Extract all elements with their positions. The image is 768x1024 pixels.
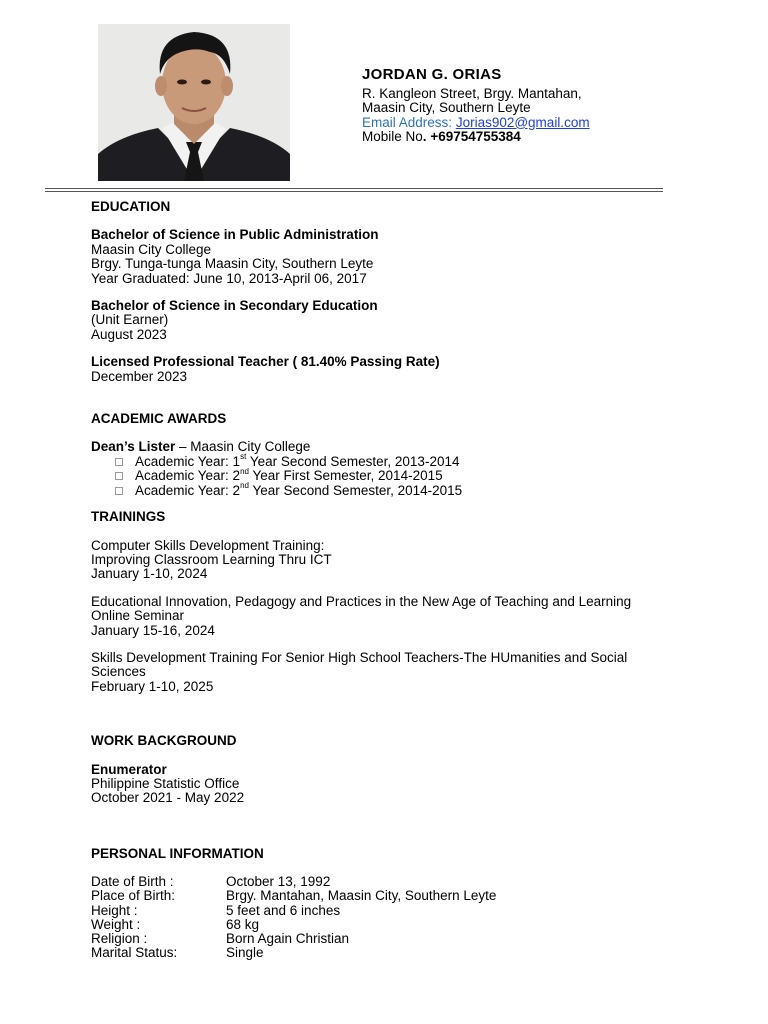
personal-info-row bbox=[91, 946, 741, 960]
awards-heading-title: Dean’s Lister bbox=[91, 439, 176, 455]
training-line: February 1-10, 2025 bbox=[91, 678, 214, 694]
training-entry bbox=[91, 539, 741, 582]
resume-body bbox=[91, 200, 741, 960]
training-line: January 1-10, 2024 bbox=[91, 566, 208, 582]
personal-info-label: Religion : bbox=[91, 931, 148, 946]
training-line: Online Seminar bbox=[91, 608, 185, 624]
education-degree: Bachelor of Science in Public Administration bbox=[91, 227, 379, 243]
personal-info-row bbox=[91, 889, 741, 903]
header-divider-top bbox=[45, 188, 663, 189]
training-line: Computer Skills Development Training: bbox=[91, 537, 325, 553]
trainings-title: TRAININGS bbox=[91, 509, 166, 525]
award-item bbox=[91, 466, 741, 484]
mobile-number: +69754755384 bbox=[430, 129, 521, 145]
mobile-row bbox=[362, 130, 590, 145]
work-title: WORK BACKGROUND bbox=[91, 733, 237, 749]
education-line: August 2023 bbox=[91, 326, 167, 342]
personal-info-value: 68 kg bbox=[226, 916, 260, 932]
award-ordinal: st bbox=[240, 452, 247, 462]
awards-heading-school: – Maasin City College bbox=[175, 439, 311, 455]
personal-info-label: Height : bbox=[91, 902, 138, 918]
award-ordinal: nd bbox=[240, 466, 249, 476]
education-entry bbox=[91, 355, 741, 384]
checkbox-bullet-icon bbox=[115, 487, 123, 495]
work-period: October 2021 - May 2022 bbox=[91, 790, 245, 806]
work-position: Enumerator bbox=[91, 761, 167, 777]
award-item bbox=[91, 481, 741, 498]
mobile-label-dot: . bbox=[422, 129, 427, 145]
training-line: Sciences bbox=[91, 664, 146, 680]
personal-info-row bbox=[91, 875, 741, 889]
work-employer: Philippine Statistic Office bbox=[91, 775, 240, 791]
award-text: Year First Semester, 2014-2015 bbox=[248, 468, 443, 484]
education-line: Brgy. Tunga-tunga Maasin City, Southern Leyte bbox=[91, 256, 374, 272]
personal-info-table bbox=[91, 875, 741, 960]
applicant-name: JORDAN G. ORIAS bbox=[362, 66, 502, 83]
personal-info-value: October 13, 1992 bbox=[226, 874, 331, 890]
contact-header bbox=[362, 68, 590, 145]
personal-info-row bbox=[91, 918, 741, 932]
training-line: January 15-16, 2024 bbox=[91, 622, 215, 638]
education-title: EDUCATION bbox=[91, 199, 171, 214]
award-text: Year Second Semester, 2013-2014 bbox=[246, 453, 460, 469]
profile-photo bbox=[98, 24, 290, 181]
training-entry bbox=[91, 595, 741, 638]
education-degree: Licensed Professional Teacher ( 81.40% Passing Rate) bbox=[91, 354, 440, 370]
award-item bbox=[91, 452, 741, 469]
award-ordinal: nd bbox=[240, 481, 249, 491]
email-link[interactable]: Jorias902@gmail.com bbox=[455, 114, 590, 130]
address-line-2: Maasin City, Southern Leyte bbox=[362, 100, 531, 116]
personal-info-row bbox=[91, 932, 741, 946]
education-entry bbox=[91, 299, 741, 342]
education-degree: Bachelor of Science in Secondary Education bbox=[91, 298, 378, 314]
awards-heading bbox=[91, 440, 741, 454]
award-text: Academic Year: 2 bbox=[135, 482, 241, 498]
personal-info-label: Place of Birth: bbox=[91, 888, 176, 904]
education-line: Year Graduated: June 10, 2013-April 06, 2017 bbox=[91, 270, 367, 286]
personal-info-label: Weight : bbox=[91, 916, 141, 932]
education-line: Maasin City College bbox=[91, 241, 212, 257]
email-row bbox=[362, 116, 590, 131]
training-entry bbox=[91, 651, 741, 694]
personal-info-value: 5 feet and 6 inches bbox=[226, 902, 341, 918]
address-line-1: R. Kangleon Street, Brgy. Mantahan, bbox=[362, 85, 582, 101]
training-line: Educational Innovation, Pedagogy and Practices in the New Age of Teaching and Learning bbox=[91, 593, 632, 609]
personal-info-row bbox=[91, 904, 741, 918]
education-line: (Unit Earner) bbox=[91, 312, 169, 328]
personal-info-value: Brgy. Mantahan, Maasin City, Southern Leyte bbox=[226, 888, 497, 904]
checkbox-bullet-icon bbox=[115, 472, 123, 480]
training-line: Improving Classroom Learning Thru ICT bbox=[91, 551, 332, 567]
awards-title: ACADEMIC AWARDS bbox=[91, 411, 227, 427]
personal-info-label: Marital Status: bbox=[91, 945, 178, 961]
personal-info-label: Date of Birth : bbox=[91, 874, 174, 890]
education-entry bbox=[91, 228, 741, 286]
email-label: Email Address: bbox=[362, 114, 453, 130]
work-entry bbox=[91, 763, 741, 806]
award-text: Academic Year: 1 bbox=[135, 453, 241, 469]
header-divider-bottom bbox=[45, 191, 663, 192]
education-line: December 2023 bbox=[91, 368, 188, 384]
mobile-label: Mobile No bbox=[362, 129, 423, 145]
award-text: Academic Year: 2 bbox=[135, 468, 241, 484]
training-line: Skills Development Training For Senior High School Teachers-The HUmanities and Social bbox=[91, 649, 628, 665]
personal-info-value: Single bbox=[226, 945, 264, 961]
awards-block bbox=[91, 440, 741, 498]
personal-title: PERSONAL INFORMATION bbox=[91, 845, 264, 861]
award-text: Year Second Semester, 2014-2015 bbox=[248, 482, 463, 498]
personal-info-value: Born Again Christian bbox=[226, 931, 350, 946]
checkbox-bullet-icon bbox=[115, 458, 123, 466]
